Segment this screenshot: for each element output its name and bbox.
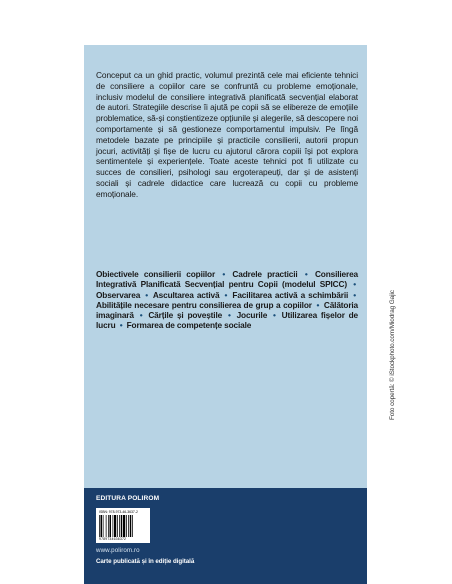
- digital-edition-tagline: Carte publicată și în ediție digitală: [96, 558, 195, 565]
- keyword-item: Călătoria imaginară: [96, 299, 359, 321]
- publisher-website: www.polirom.ro: [96, 547, 140, 554]
- keyword-item: Observarea: [96, 289, 141, 300]
- keyword-item: Ascultarea activă: [152, 289, 220, 300]
- keyword-separator: •: [316, 299, 320, 310]
- keyword-separator: •: [353, 289, 357, 300]
- barcode-icon: [99, 515, 145, 537]
- keyword-item: Cadrele practicii: [232, 269, 298, 279]
- barcode-digits: 9789734636372: [99, 537, 127, 541]
- keyword-separator: •: [222, 269, 226, 279]
- book-description: Conceput ca un ghid practic, volumul prezintă cele mai eficiente tehnici de consiliere a copiilor care se confruntă cu probleme emoționale, inclusiv modelul de consiliere integrativă planificată secvențial elaborat de autori. Strategiile descrise îi ajută pe copii să se elibereze de emoțiile problematice, să-și conștientizeze opțiunile și alegerile, să descopere noi comportamente și să gestioneze comportamentul impulsiv. Pe lîngă metodele bazate pe principiile și practicile consilierii, autorii propun jocuri, activități și fișe de lucru cu ajutorul cărora copiii își pot explora sentimentele și experiențele. Toate aceste tehnici pot fi utilizate cu succes de consilieri, psihologi sau ergoterapeuți, dar și de asistenți sociali și cadrele didactice care lucrează cu copii cu probleme emoționale.: [96, 70, 358, 199]
- keyword-separator: •: [139, 310, 143, 321]
- keyword-item: Utilizarea fișelor de lucru: [96, 310, 359, 331]
- keyword-item: Obiectivele consilierii copiilor: [96, 269, 216, 279]
- keyword-item: Jocurile: [236, 310, 268, 321]
- keyword-separator: •: [273, 310, 276, 321]
- keyword-separator: •: [119, 320, 123, 331]
- keyword-separator: •: [304, 269, 308, 279]
- keyword-item: Cărțile și poveștile: [148, 310, 223, 321]
- keyword-item: Formarea de competențe sociale: [126, 320, 252, 331]
- keyword-item: Abilitățile necesare pentru consilierea de grup a copiilor: [96, 299, 312, 310]
- keyword-separator: •: [353, 279, 357, 290]
- keyword-list: [96, 269, 358, 331]
- keyword-item: Facilitarea activă a schimbării: [232, 289, 349, 300]
- keyword-separator: •: [224, 289, 228, 300]
- keyword-separator: •: [227, 310, 231, 321]
- keyword-separator: •: [145, 289, 149, 300]
- keyword-item: Consilierea Integrativă Planificată Secvențial pentru Copii (modelul SPICC): [96, 269, 359, 290]
- publisher-name: EDITURA POLIROM: [96, 495, 160, 502]
- photo-credit: Foto copertă: © iStockphoto.com/Miodrag Gajic: [389, 290, 396, 420]
- isbn-text: ISBN: 978-973-46-3637-2: [99, 510, 138, 514]
